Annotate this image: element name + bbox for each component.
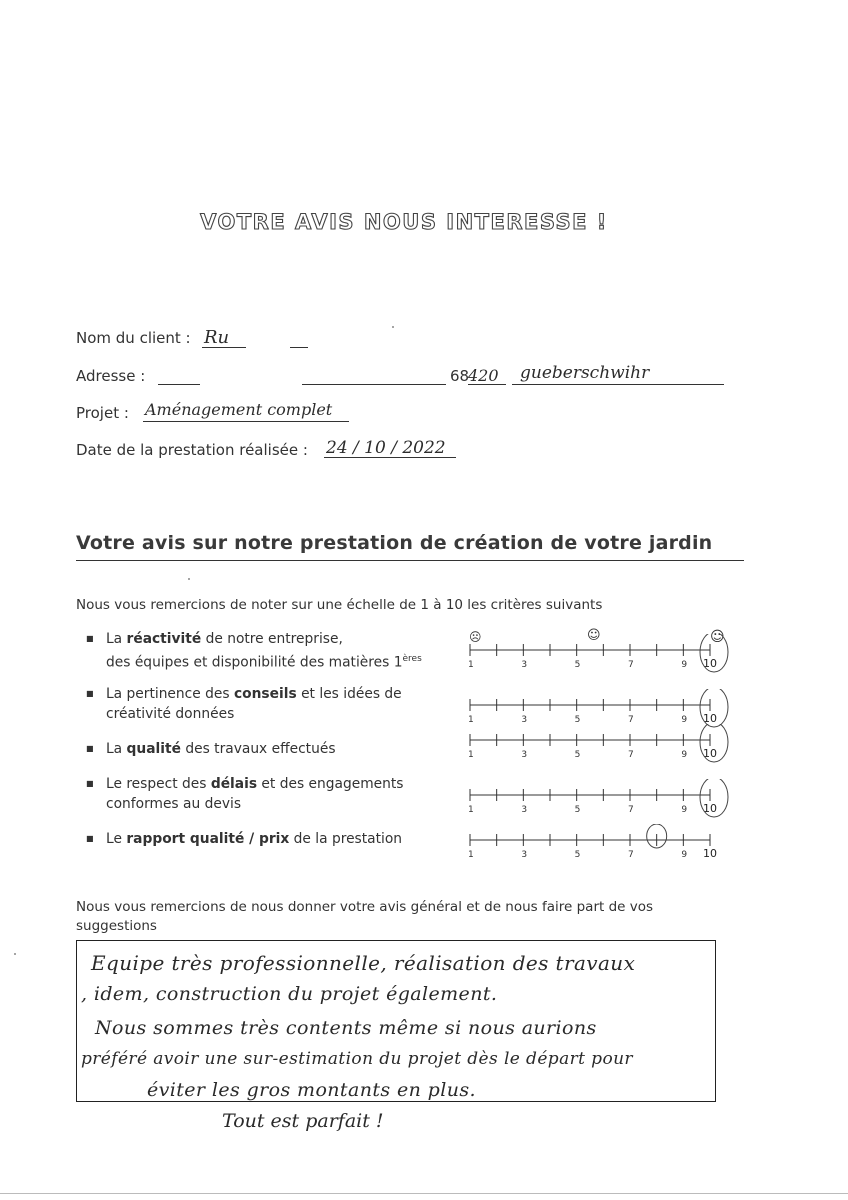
comment-line-3: Nous sommes très contents même si nous aurions bbox=[95, 1017, 597, 1039]
criterion-1 bbox=[86, 629, 436, 673]
page-title: VOTRE AVIS NOUS INTERESSE ! bbox=[200, 210, 608, 234]
scale-label-1: 1 bbox=[468, 805, 474, 815]
signoff-text: Tout est parfait ! bbox=[222, 1110, 384, 1132]
criterion-3 bbox=[86, 739, 436, 759]
rating-scale-4 bbox=[462, 779, 732, 819]
scale-label-9: 9 bbox=[681, 660, 688, 670]
date-label: Date de la prestation réalisée : bbox=[76, 441, 308, 459]
neutral-face-icon: ☺ bbox=[587, 628, 601, 643]
scale-label-10: 10 bbox=[703, 657, 717, 670]
scale-label-3: 3 bbox=[521, 805, 528, 815]
criterion-text: La réactivité de notre entreprise, des équipes et disponibilité des matières 1ères bbox=[106, 631, 422, 671]
comment-line-5: éviter les gros montants en plus. bbox=[147, 1079, 476, 1101]
criterion-text: Le rapport qualité / prix de la prestation bbox=[106, 831, 403, 847]
criterion-5 bbox=[86, 829, 436, 849]
scale-label-10: 10 bbox=[703, 747, 717, 760]
client-name-row bbox=[76, 329, 191, 347]
criterion-2 bbox=[86, 684, 436, 724]
criterion-4 bbox=[86, 774, 436, 814]
scale-label-9: 9 bbox=[681, 805, 688, 815]
project-label: Projet : bbox=[76, 404, 129, 422]
rating-scale-3 bbox=[462, 724, 732, 764]
scale-label-5: 5 bbox=[574, 715, 581, 725]
rating-scale-2 bbox=[462, 689, 732, 729]
rating-intro: Nous vous remercions de noter sur une échelle de 1 à 10 les critères suivants bbox=[76, 597, 603, 613]
rating-scale-1 bbox=[462, 634, 732, 674]
client-name-label: Nom du client : bbox=[76, 329, 191, 347]
scale-label-1: 1 bbox=[468, 750, 474, 760]
address-postcode-hand: 420 bbox=[468, 366, 499, 385]
scale-label-7: 7 bbox=[628, 805, 634, 815]
scale-label-9: 9 bbox=[681, 715, 688, 725]
comment-line-4: préféré avoir une sur-estimation du projet dès le départ pour bbox=[81, 1049, 633, 1069]
scale-label-1: 1 bbox=[468, 715, 474, 725]
scale-label-3: 3 bbox=[521, 660, 528, 670]
happy-face-icon: ☺ bbox=[710, 629, 725, 645]
scale-label-9: 9 bbox=[681, 850, 688, 860]
client-name-value: Ru bbox=[204, 327, 230, 348]
bullet-icon: ■ bbox=[86, 779, 94, 788]
scale-label-5: 5 bbox=[574, 805, 581, 815]
scale-label-3: 3 bbox=[521, 715, 528, 725]
criterion-text: La pertinence des conseils et les idées de créativité données bbox=[106, 686, 402, 722]
scale-label-7: 7 bbox=[628, 750, 634, 760]
comment-line-1: Equipe très professionnelle, réalisation des travaux bbox=[91, 951, 636, 975]
address-postcode-printed: 68 bbox=[450, 367, 470, 385]
section-divider bbox=[76, 560, 744, 561]
criterion-text: Le respect des délais et des engagements conformes au devis bbox=[106, 776, 404, 812]
criterion-text: La qualité des travaux effectués bbox=[106, 741, 336, 757]
bullet-icon: ■ bbox=[86, 634, 94, 643]
scale-label-7: 7 bbox=[628, 715, 634, 725]
scale-label-10: 10 bbox=[703, 847, 717, 860]
rating-scale-5 bbox=[462, 824, 732, 864]
scale-label-7: 7 bbox=[628, 660, 634, 670]
scale-label-3: 3 bbox=[521, 850, 528, 860]
project-value: Aménagement complet bbox=[145, 400, 333, 419]
general-prompt: Nous vous remercions de nous donner votre avis général et de nous faire part de vos suggestions bbox=[76, 899, 654, 934]
bullet-icon: ■ bbox=[86, 834, 94, 843]
scale-label-5: 5 bbox=[574, 660, 581, 670]
comment-box[interactable] bbox=[76, 940, 716, 1102]
address-city-value: gueberschwihr bbox=[520, 363, 650, 383]
scale-label-5: 5 bbox=[574, 750, 581, 760]
sad-face-icon: ☹ bbox=[469, 630, 482, 644]
scale-label-5: 5 bbox=[574, 850, 581, 860]
bullet-icon: ■ bbox=[86, 689, 94, 698]
bottom-divider bbox=[0, 1193, 848, 1194]
address-label: Adresse : bbox=[76, 367, 146, 385]
scale-label-10: 10 bbox=[703, 712, 717, 725]
section-title: Votre avis sur notre prestation de création de votre jardin bbox=[76, 532, 713, 554]
scale-label-1: 1 bbox=[468, 660, 474, 670]
scale-label-10: 10 bbox=[703, 802, 717, 815]
scale-label-9: 9 bbox=[681, 750, 688, 760]
date-value: 24 / 10 / 2022 bbox=[326, 438, 446, 458]
scale-label-7: 7 bbox=[628, 850, 634, 860]
scale-label-3: 3 bbox=[521, 750, 528, 760]
comment-line-2: , idem, construction du projet également. bbox=[81, 983, 498, 1005]
scale-label-1: 1 bbox=[468, 850, 474, 860]
bullet-icon: ■ bbox=[86, 744, 94, 753]
